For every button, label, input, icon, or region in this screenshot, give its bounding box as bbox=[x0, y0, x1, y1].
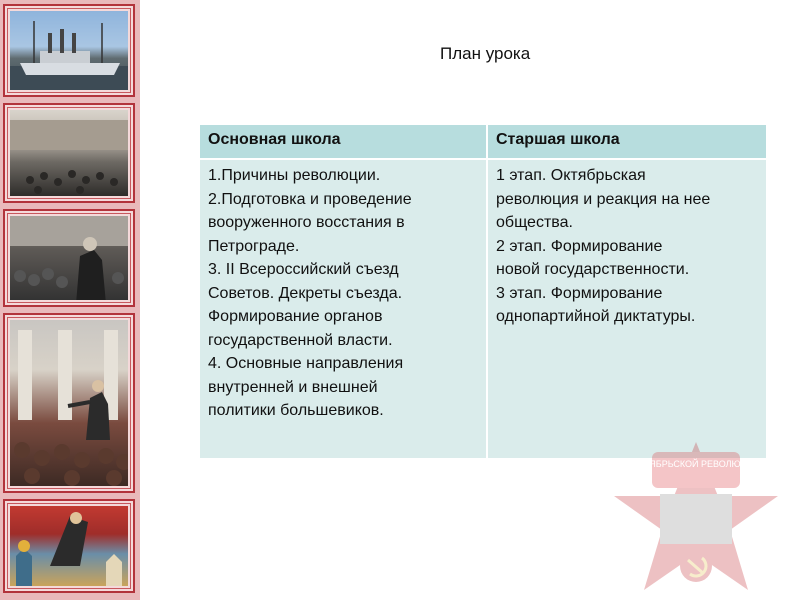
list-item: вооруженного восстания в bbox=[208, 214, 405, 231]
list-item: 4. Основные направления bbox=[208, 355, 404, 372]
list-item: 1 этап. Октябрьская bbox=[496, 167, 646, 184]
photo-palace-square bbox=[3, 103, 135, 203]
list-item: однопартийной диктатуры. bbox=[496, 308, 696, 325]
image-strip bbox=[0, 0, 140, 600]
table-header-row bbox=[200, 125, 766, 159]
list-item: государственной власти. bbox=[208, 331, 393, 349]
table-row bbox=[200, 159, 766, 458]
list-item: внутренней и внешней bbox=[208, 378, 378, 396]
list-item: новой государственности. bbox=[496, 261, 690, 278]
list-item: общества. bbox=[496, 214, 573, 231]
list-item: Советов. Декреты съезда. bbox=[208, 284, 403, 302]
list-item: 2 этап. Формирование bbox=[496, 237, 663, 255]
list-item: 2.Подготовка и проведение bbox=[208, 190, 412, 208]
poster-revolution bbox=[3, 499, 135, 593]
lesson-plan-table bbox=[200, 125, 766, 458]
photo-cruiser-aurora bbox=[3, 4, 135, 97]
emblem-text: ОКТЯБРЬСКОЙ РЕВОЛЮЦИИ bbox=[631, 459, 761, 469]
page-title: План урока bbox=[440, 44, 531, 63]
header-senior-school: Старшая школа bbox=[487, 125, 766, 159]
cell-senior-school bbox=[487, 159, 766, 458]
list-item: 1.Причины революции. bbox=[208, 167, 381, 184]
list-item: 3 этап. Формирование bbox=[496, 284, 663, 302]
painting-lenin-congress bbox=[3, 313, 135, 493]
list-item: Формирование органов bbox=[208, 308, 383, 325]
red-star-hammer-sickle-icon bbox=[598, 438, 794, 598]
list-item: Петрограде. bbox=[208, 237, 300, 255]
list-item: 3. II Всероссийский съезд bbox=[208, 261, 399, 278]
photo-speaker-crowd bbox=[3, 209, 135, 307]
list-item: политики большевиков. bbox=[208, 402, 384, 419]
header-basic-school: Основная школа bbox=[200, 125, 487, 159]
cell-basic-school bbox=[200, 159, 487, 458]
list-item: революция и реакция на нее bbox=[496, 190, 711, 208]
